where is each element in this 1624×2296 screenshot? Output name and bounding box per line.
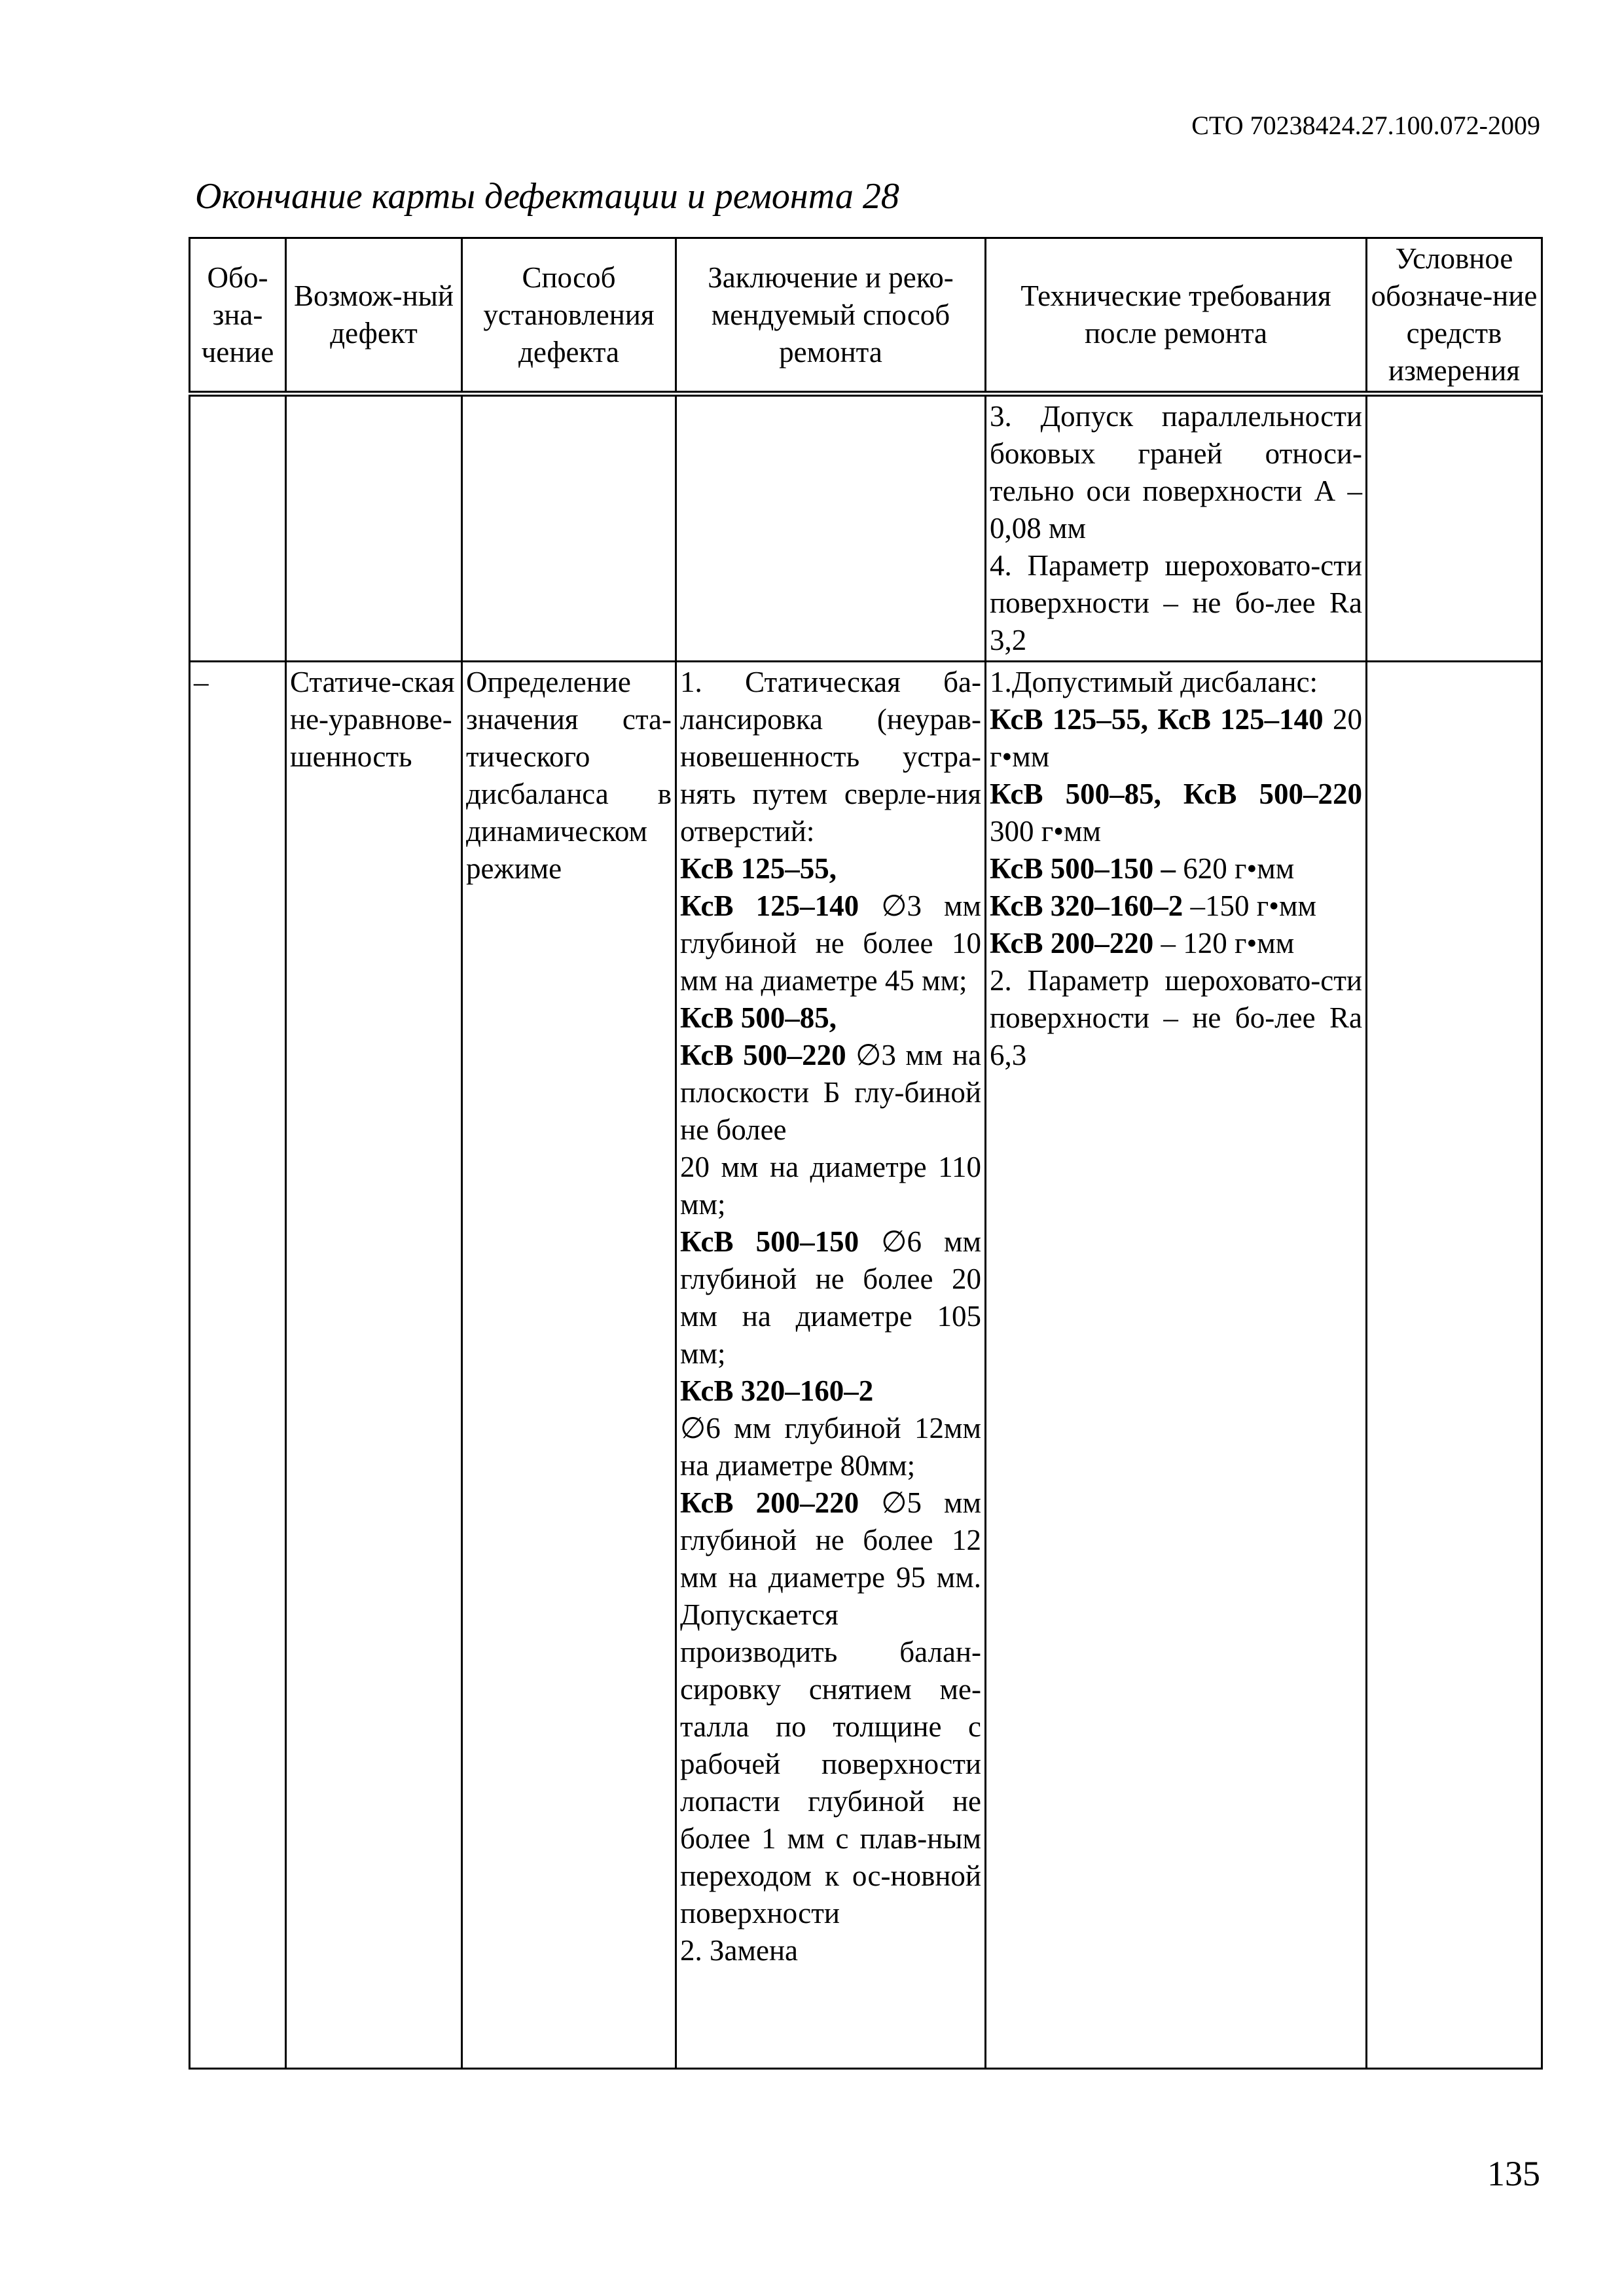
requirement-item: 2. Параметр шероховато-сти поверхности – не бо-лее Ra 6,3	[990, 964, 1362, 1071]
model-label: КсВ 125–55,	[680, 852, 837, 885]
cell-designation	[190, 394, 286, 662]
conclusion-text: ∅6 мм глубиной 12мм на диаметре 80мм;	[680, 1412, 981, 1482]
cell-measurement	[1367, 662, 1542, 2069]
cell-method: Определение значения ста-тического дисбаланса в динамическом режиме	[462, 662, 676, 2069]
conclusion-text: ∅5 мм глубиной не более 12 мм на диаметре 95 мм. Допускается производить балан-сировку снятием ме-талла по толщине с рабочей поверхности лопасти глубиной не более 1 мм с плав-ным переходом к ос-новной поверхности	[680, 1486, 982, 1929]
cell-requirements	[986, 662, 1367, 2069]
requirement-item: 4. Параметр шероховато-сти поверхности – не бо-лее Ra 3,2	[990, 549, 1362, 656]
page-number: 135	[1487, 2154, 1540, 2193]
imbalance-value: 300 г•мм	[990, 815, 1101, 848]
model-label: КсВ 200–220	[680, 1486, 859, 1519]
conclusion-text: ∅6 мм глубиной не более 20 мм на диаметре 105 мм;	[680, 1225, 982, 1370]
requirement-item: 3. Допуск параллельности боковых граней относи-тельно оси поверхности А – 0,08 мм	[990, 400, 1362, 545]
col-header-requirements: Технические требования после ремонта	[986, 238, 1367, 394]
model-label: КсВ 125–140	[680, 889, 859, 922]
imbalance-value: 620 г•мм	[1176, 852, 1295, 885]
model-label: КсВ 500–150 –	[990, 852, 1176, 885]
conclusion-group	[680, 1223, 981, 1372]
col-header-detection-method: Способ установления дефекта	[462, 238, 676, 394]
model-label: КсВ 200–220	[990, 927, 1154, 960]
conclusion-group	[680, 1484, 981, 1932]
conclusion-group	[680, 888, 981, 999]
col-header-measurement: Условное обозначе-ние средств измерения	[1367, 238, 1542, 394]
model-label: КсВ 125–55, КсВ 125–140	[990, 703, 1324, 736]
defect-repair-table	[189, 237, 1543, 2070]
imbalance-value: –150 г•мм	[1183, 889, 1316, 922]
cell-conclusion	[676, 662, 986, 2069]
model-label: КсВ 320–160–2	[680, 1374, 874, 1407]
col-header-designation: Обо-зна-чение	[190, 238, 286, 394]
table-row	[190, 662, 1542, 2069]
cell-defect: Статиче-ская не-уравнове-шенность	[286, 662, 462, 2069]
requirement-item: 1.Допустимый дисбаланс:	[990, 666, 1318, 698]
model-label: КсВ 500–150	[680, 1225, 859, 1258]
conclusion-text: ∅3 мм на плоскости Б глу-биной не более	[680, 1039, 981, 1146]
table-caption: Окончание карты дефектации и ремонта 28	[195, 176, 899, 217]
table-row	[190, 394, 1542, 662]
imbalance-value: – 120 г•мм	[1153, 927, 1295, 960]
cell-designation: –	[190, 662, 286, 2069]
cell-requirements	[986, 394, 1367, 662]
requirement-line	[990, 850, 1362, 888]
model-label: КсВ 500–220	[680, 1039, 846, 1071]
cell-conclusion	[676, 394, 986, 662]
conclusion-intro: 1. Статическая ба-лансировка (неурав-новешенность устра-нять путем сверле-ния отверстий:	[680, 666, 981, 848]
requirement-line	[990, 925, 1362, 962]
model-label: КсВ 320–160–2	[990, 889, 1183, 922]
model-label: КсВ 500–85, КсВ 500–220	[990, 778, 1362, 810]
cell-measurement	[1367, 394, 1542, 662]
document-code: СТО 70238424.27.100.072-2009	[1191, 111, 1540, 140]
col-header-conclusion: Заключение и реко-мендуемый способ ремонта	[676, 238, 986, 394]
cell-defect	[286, 394, 462, 662]
conclusion-text: ∅3 мм глубиной не более 10 мм на диаметре 45 мм;	[680, 889, 982, 997]
col-header-defect: Возмож-ный дефект	[286, 238, 462, 394]
requirement-line	[990, 776, 1362, 850]
table-header-row	[190, 238, 1542, 394]
conclusion-item-2: 2. Замена	[680, 1934, 799, 1967]
requirement-line	[990, 888, 1362, 925]
conclusion-group	[680, 1037, 981, 1149]
requirement-line	[990, 701, 1362, 776]
model-label: КсВ 500–85,	[680, 1001, 837, 1034]
cell-method	[462, 394, 676, 662]
imbalance-value: 20 г•мм	[990, 703, 1362, 773]
conclusion-text: 20 мм на диаметре 110 мм;	[680, 1151, 981, 1221]
